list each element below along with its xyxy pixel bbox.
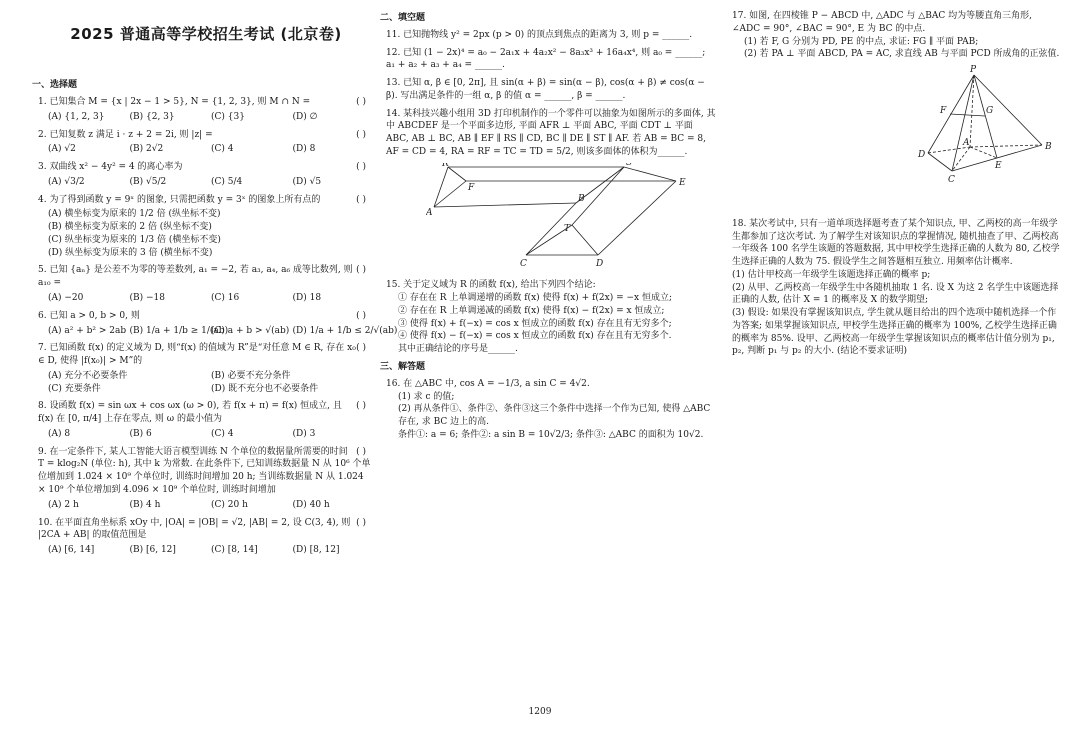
answer-option: (A) 2 h xyxy=(48,499,79,510)
option-list xyxy=(38,325,398,338)
edge-line xyxy=(970,145,1042,147)
answer-option: (B) 2√2 xyxy=(129,144,164,155)
sub-question: (2) 若 PA ⊥ 平面 ABCD, PA = AC, 求直线 AB 与平面 PCD 所成角的正弦值. xyxy=(744,49,1060,60)
answer-option: (A) {1, 2, 3} xyxy=(48,111,105,122)
vertex-label: B xyxy=(578,193,585,204)
question-18 xyxy=(732,218,1062,358)
question-text: 6. 已知 a > 0, b > 0, 则 xyxy=(38,310,140,321)
question-17-items xyxy=(732,36,1062,62)
answer-option: (C) 20 h xyxy=(211,499,248,510)
option-list xyxy=(38,176,374,189)
choice-question-9 xyxy=(38,446,374,512)
vertex-label: D xyxy=(596,258,604,269)
choice-question-10 xyxy=(38,517,374,557)
choice-question-6 xyxy=(38,310,398,338)
answer-option: (B) 6 xyxy=(129,428,152,439)
answer-option: (C) 4 xyxy=(211,144,234,155)
answer-paren: ( ) xyxy=(356,194,366,205)
vertex-label: C xyxy=(520,258,527,269)
answer-option: (B) 横坐标变为原来的 2 倍 (纵坐标不变) xyxy=(48,222,212,233)
answer-option: (D) [8, 12] xyxy=(292,545,340,556)
question-15-items xyxy=(386,292,716,356)
answer-option: (D) 8 xyxy=(292,144,316,155)
question-text: 11. 已知抛物线 y² = 2px (p > 0) 的顶点到焦点的距离为 3, 则 p = ______. xyxy=(386,29,693,40)
answer-option: (A) a² + b² > 2ab xyxy=(48,325,127,336)
answer-option: (D) 40 h xyxy=(292,499,330,510)
edge-line xyxy=(928,153,952,171)
option-list xyxy=(38,544,374,557)
question-17 xyxy=(732,10,1062,190)
answer-paren: ( ) xyxy=(356,343,366,354)
section-fill-heading: 二、填空题 xyxy=(380,13,426,23)
option-list xyxy=(38,292,374,305)
question-text: 15. 关于定义域为 R 的函数 f(x), 给出下列四个结论: xyxy=(386,280,596,291)
answer-paren: ( ) xyxy=(356,517,366,528)
polyhedron-diagram xyxy=(426,163,686,269)
answer-option: (B) {2, 3} xyxy=(129,111,175,122)
sub-question: (2) 从甲、乙两校高一年级学生中各随机抽取 1 名. 设 X 为这 2 名学生中该题选择正确的人数, 估计 X = 1 的概率及 X 的数学期望; xyxy=(732,282,1059,306)
answer-option: (C) a + b > √(ab) xyxy=(211,325,290,336)
vertex-label: P xyxy=(970,65,977,76)
vertex-label: G xyxy=(986,106,994,117)
vertex-label: S xyxy=(626,162,633,168)
question-text: 8. 设函数 f(x) = sin ωx + cos ωx (ω > 0), 若 f(x + π) = f(x) 恒成立, 且 f(x) 在 [0, π/4] 上存在零点, 则 ω 的最小值为 xyxy=(38,401,342,425)
answer-paren: ( ) xyxy=(356,162,366,173)
answer-option: (C) 4 xyxy=(211,428,234,439)
vertex-label: B xyxy=(1045,142,1052,153)
answer-paren: ( ) xyxy=(356,310,366,321)
question-text: 14. 某科技兴趣小组用 3D 打印机制作的一个零件可以抽象为如图所示的多面体, 其中 ABCDEF 是一个平面多边形, 平面 AFR ⊥ 平面 ABC, 平面 CDT ⊥ 平面 ABC, AB ⊥ BC, AB ∥ EF ∥ RS ∥ CD, BC ∥ DE ∥ ST ∥ AF. 若 AB = BC = 8, AF = CD = 4, RA = RF = TC = TD = 5/2, 则该多面体的体积为______. xyxy=(386,108,716,157)
question-14 xyxy=(386,108,716,274)
choice-question-list xyxy=(38,96,398,557)
statement-item: ① 存在在 R 上单调递增的函数 f(x) 使得 f(x) + f(2x) = −x 恒成立; xyxy=(398,293,672,304)
question-text: 5. 已知 {aₙ} 是公差不为零的等差数列, a₁ = −2, 若 a₃, a₄, a₆ 成等比数列, 则 a₁₀ = xyxy=(38,265,353,289)
edge-line xyxy=(974,75,1042,145)
vertex-label: D xyxy=(918,150,926,161)
answer-option: (C) 充要条件 xyxy=(48,383,101,394)
question-13 xyxy=(386,77,716,103)
sub-question: (2) 再从条件①、条件②、条件③这三个条件中选择一个作为已知, 使得 △ABC 存在, 求 BC 边上的高. xyxy=(398,404,711,428)
choice-question-8 xyxy=(38,400,374,440)
answer-option: (B) 1/a + 1/b ≥ 1/(ab) xyxy=(129,325,229,336)
edge-line xyxy=(448,167,466,181)
question-text: 1. 已知集合 M = {x | 2x − 1 > 5}, N = {1, 2, 3}, 则 M ∩ N = xyxy=(38,97,311,108)
edge-line xyxy=(434,203,576,207)
answer-paren: ( ) xyxy=(356,97,366,108)
sub-question: (3) 假设: 如果没有掌握该知识点, 学生就从题目给出的四个选项中随机选择一个作为答案; 如果掌握该知识点, 甲校学生选择正确的概率为 100%, 乙校学生选择正确的概率为 85%. 设甲、乙两校高一年级学生掌握该知识点的概率估计值分别为 p₁, p₂, 判断 p₁ 与 p₂ 的大小. (结论不要求证明) xyxy=(732,308,1057,357)
edge-line xyxy=(970,147,997,158)
option-list xyxy=(38,143,374,156)
vertex-label: F xyxy=(940,106,947,117)
answer-option: (D) 纵坐标变为原来的 3 倍 (横坐标不变) xyxy=(48,247,213,258)
edge-line xyxy=(572,225,598,255)
option-list xyxy=(38,111,374,124)
question-text: 13. 已知 α, β ∈ [0, 2π], 且 sin(α + β) = sin(α − β), cos(α + β) ≠ cos(α − β). 写出满足条件的一组 α, β 的值 α = ______, β = ______. xyxy=(386,78,705,101)
statement-item: ② 存在在 R 上单调递减的函数 f(x) 使得 f(x) − f(2x) = x 恒成立; xyxy=(398,305,665,316)
answer-paren: ( ) xyxy=(356,446,366,457)
pyramid-diagram xyxy=(912,65,1062,185)
edge-line xyxy=(974,75,997,158)
sub-question: 条件①: a = 6; 条件②: a sin B = 10√2/3; 条件③: △ABC 的面积为 10√2. xyxy=(398,429,704,440)
answer-option: (A) [6, 14] xyxy=(48,545,95,556)
question-15 xyxy=(386,279,716,356)
statement-item: ④ 使得 f(x) − f(−x) = cos x 恒成立的函数 f(x) 存在且有无穷多个. xyxy=(398,331,672,342)
option-list xyxy=(38,208,374,259)
option-list xyxy=(38,499,374,512)
column-left xyxy=(32,10,398,562)
question-16 xyxy=(386,378,716,442)
answer-paren: ( ) xyxy=(356,265,366,276)
pyramid-labels xyxy=(917,65,1052,185)
answer-option: (A) 充分不必要条件 xyxy=(48,370,128,381)
vertex-label: E xyxy=(995,161,1002,172)
statement-item: ③ 使得 f(x) + f(−x) = cos x 恒成立的函数 f(x) 存在且有无穷多个; xyxy=(398,318,672,329)
sub-question: (1) 估计甲校高一年级学生该题选择正确的概率 p; xyxy=(732,269,931,280)
question-18-items xyxy=(732,269,1062,358)
answer-option: (B) √5/2 xyxy=(129,176,167,187)
answer-paren: ( ) xyxy=(356,129,366,140)
vertex-label: A xyxy=(426,207,433,218)
section-choice-heading: 一、选择题 xyxy=(32,80,78,91)
question-text: 17. 如图, 在四棱锥 P − ABCD 中, △ADC 与 △BAC 均为等腰直角三角形, ∠ADC = 90°, ∠BAC = 90°, E 为 BC 的中点. xyxy=(732,11,1032,34)
polyhedron-labels xyxy=(426,163,686,269)
statement-item: 其中正确结论的序号是______. xyxy=(398,344,518,355)
vertex-label: E xyxy=(679,177,686,188)
question-text: 10. 在平面直角坐标系 xOy 中, |OA| = |OB| = √2, |AB| = 2, 设 C(3, 4), 则 |2CA + AB| 的取值范围是 xyxy=(38,517,351,541)
page-number: 1209 xyxy=(528,707,552,717)
answer-option: (A) √3/2 xyxy=(48,176,85,187)
question-text: 7. 已知函数 f(x) 的定义域为 D, 则“f(x) 的值域为 R”是“对任意 M ∈ R, 存在 x₀ ∈ D, 使得 |f(x₀)| > M”的 xyxy=(38,343,356,367)
question-text: 2. 已知复数 z 满足 i · z + 2 = 2i, 则 |z| = xyxy=(38,129,213,140)
choice-question-5 xyxy=(38,264,374,304)
sub-question: (1) 求 c 的值; xyxy=(398,391,455,402)
answer-option: (C) 16 xyxy=(211,293,240,304)
edge-line xyxy=(950,114,985,116)
edge-line xyxy=(598,181,676,255)
answer-option: (A) 8 xyxy=(48,428,71,439)
question-text: 9. 在一定条件下, 某人工智能大语言模型训练 N 个单位的数据量所需要的时间 T = klog₂N (单位: h), 其中 k 为常数. 在此条件下, 已知训练数据量 N 从 10⁶ 个单位增加到 1.024 × 10⁹ 个单位时, 训练时间增加 20 h; 当训练数据量 N 从 1.024 × 10⁹ 个单位增加到 4.096 × 10⁹ 个单位时, 训练时间增加 xyxy=(38,446,371,495)
column-right xyxy=(732,10,1062,363)
choice-question-2 xyxy=(38,129,374,157)
sub-question: (1) 若 F, G 分别为 PD, PE 的中点, 求证: FG ∥ 平面 PAB; xyxy=(744,36,979,47)
answer-option: (C) 纵坐标变为原来的 1/3 倍 (横坐标不变) xyxy=(48,234,221,245)
choice-question-7 xyxy=(38,342,374,395)
vertex-label: F xyxy=(468,182,475,193)
answer-option: (C) [8, 14] xyxy=(211,545,258,556)
pyramid-figure xyxy=(912,65,1062,190)
question-text: 18. 某次考试中, 只有一道单项选择题考查了某个知识点, 甲、乙两校的高一年级学生都参加了这次考试. 为了解学生对该知识点的掌握情况, 随机抽查了甲、乙两校高一年级各 100 名学生该题的答题数据, 其中甲校学生选择正确的人数为 80, 乙校学生选择正确的人数为 75. 假设学生之间答题相互独立. 用频率估计概率. xyxy=(732,218,1060,268)
answer-option: (D) ∅ xyxy=(292,111,318,122)
edge-line xyxy=(624,167,676,181)
section-answer-heading: 三、解答题 xyxy=(380,362,426,373)
answer-option: (B) 4 h xyxy=(129,499,161,510)
question-16-items xyxy=(386,391,716,442)
answer-option: (D) 3 xyxy=(292,428,316,439)
choice-question-3 xyxy=(38,161,374,189)
question-text: 4. 为了得到函数 y = 9ˣ 的图象, 只需把函数 y = 3ˣ 的图象上所有点的 xyxy=(38,194,321,205)
answer-option: (D) 18 xyxy=(292,293,322,304)
choice-question-4 xyxy=(38,194,374,260)
exam-title: 2025 普通高等学校招生考试 (北京卷) xyxy=(70,25,342,43)
vertex-label: R xyxy=(442,162,449,169)
answer-option: (A) −20 xyxy=(48,293,84,304)
polyhedron-figure xyxy=(426,163,716,274)
question-text: 12. 已知 (1 − 2x)⁴ = a₀ − 2a₁x + 4a₂x² − 8a₃x³ + 16a₄x⁴, 则 a₀ = ______; a₁ + a₂ + a₃ + a₄ = ______. xyxy=(386,47,706,71)
question-text: 16. 在 △ABC 中, cos A = −1/3, a sin C = 4√2. xyxy=(386,378,590,389)
answer-option: (B) 必要不充分条件 xyxy=(211,370,291,381)
option-list xyxy=(38,370,374,396)
answer-option: (A) √2 xyxy=(48,144,76,155)
answer-option: (D) 1/a + 1/b ≤ 2/√(ab) xyxy=(292,325,398,336)
answer-option: (D) 既不充分也不必要条件 xyxy=(211,383,319,394)
edge-line xyxy=(970,75,974,147)
vertex-label: A xyxy=(963,138,970,149)
question-11 xyxy=(386,29,716,42)
answer-option: (B) [6, 12] xyxy=(129,545,176,556)
option-list xyxy=(38,428,374,441)
question-12 xyxy=(386,47,716,73)
vertex-label: C xyxy=(948,175,955,186)
answer-option: (B) −18 xyxy=(129,293,165,304)
answer-paren: ( ) xyxy=(356,401,366,412)
vertex-label: T xyxy=(564,223,571,234)
answer-option: (C) 5/4 xyxy=(211,176,243,187)
answer-option: (C) {3} xyxy=(211,111,245,122)
question-text: 3. 双曲线 x² − 4y² = 4 的离心率为 xyxy=(38,162,183,173)
answer-option: (D) √5 xyxy=(292,176,322,187)
column-middle xyxy=(380,10,716,447)
answer-option: (A) 横坐标变为原来的 1/2 倍 (纵坐标不变) xyxy=(48,209,221,220)
choice-question-1 xyxy=(38,96,374,124)
